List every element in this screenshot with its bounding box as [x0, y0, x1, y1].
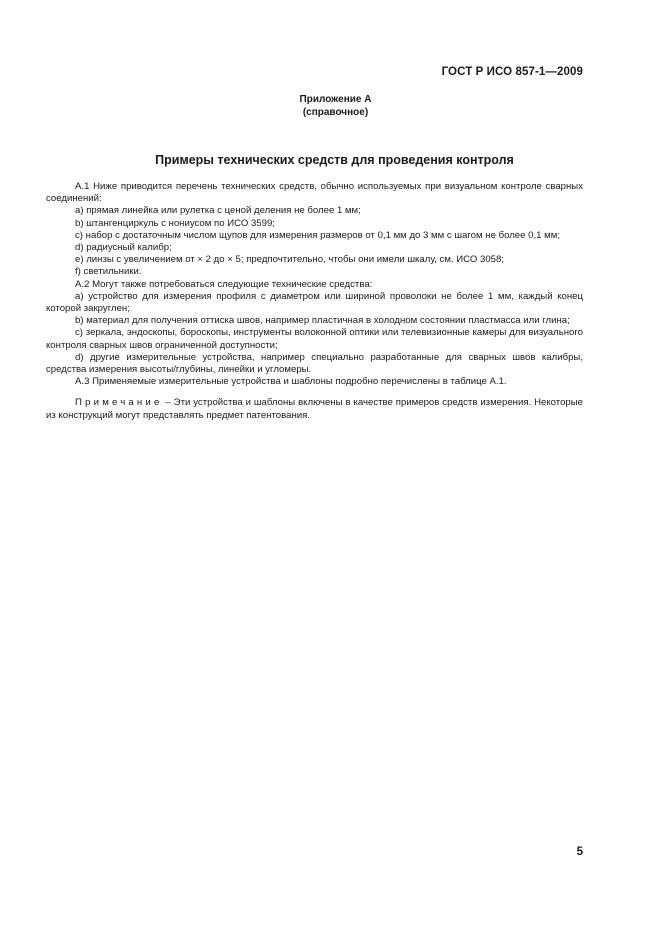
appendix-title: Приложение А [299, 94, 372, 105]
note-paragraph [46, 397, 583, 421]
list-item-a2-b: b) материал для получения оттиска швов, например пластичная в холодном состоянии пластмасса или глина; [75, 315, 570, 327]
document-body [46, 181, 583, 422]
paragraph-a1-intro: А.1 Ниже приводится перечень технических средств, обычно используемых при визуальном контроле сварных соединений: [46, 181, 583, 205]
list-item-a1-a: а) прямая линейка или рулетка с ценой деления не более 1 мм; [75, 205, 361, 217]
list-item-a1-e: е) линзы с увеличением от × 2 до × 5; предпочтительно, чтобы они имели шкалу, см. ИСО 3058; [75, 254, 504, 266]
appendix-subtitle: (справочное) [302, 107, 369, 118]
document-code: ГОСТ Р ИСО 857-1—2009 [441, 66, 583, 78]
list-item-a1-d: d) радиусный калибр; [75, 242, 172, 254]
note-label: Примечание [75, 397, 163, 409]
list-item-a1-f: f) светильники. [75, 266, 142, 278]
list-item-a2-d: d) другие измерительные устройства, например специально разработанные для сварных швов калибры, средства измерения высоты/глубины, линейки и угломеры. [46, 351, 583, 376]
note-text: – Эти устройства и шаблоны включены в качестве примеров средств измерения. Некоторые из конструкций могут представлять предмет патентования. [46, 397, 583, 421]
list-item-a1-c: с) набор с достаточным числом щупов для измерения размеров от 0,1 мм до 3 мм с шагом не более 0,1 мм; [75, 229, 560, 241]
section-heading: Примеры технических средств для проведения контроля [155, 153, 514, 167]
paragraph-a3: А.3 Применяемые измерительные устройства и шаблоны подробно перечислены в таблице А.1. [75, 376, 507, 388]
paragraph-a2-intro: А.2 Могут также потребоваться следующие технические средства: [75, 278, 373, 290]
list-item-a2-a: а) устройство для измерения профиля с диаметром или шириной проволоки не более 1 мм, каждый конец которой закруглен; [46, 290, 583, 315]
list-item-a1-b: b) штангенциркуль с нониусом по ИСО 3599; [75, 217, 275, 229]
list-item-a2-c: с) зеркала, эндоскопы, бороскопы, инструменты волоконной оптики или телевизионные камеры для визуального контроля сварных швов ограниченной доступности; [46, 327, 583, 351]
page-number: 5 [576, 846, 583, 858]
appendix-label [0, 93, 661, 119]
